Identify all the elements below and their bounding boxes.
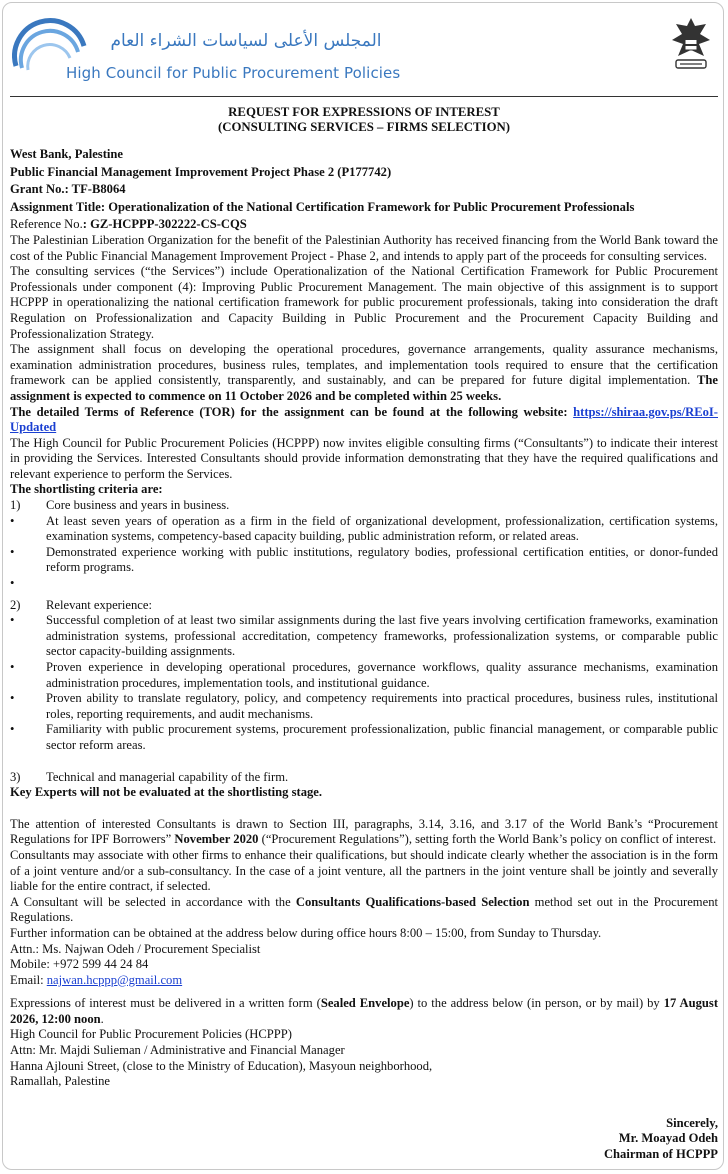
title-line-1: REQUEST FOR EXPRESSIONS OF INTEREST bbox=[228, 105, 500, 119]
project-name: Public Financial Management Improvement Project Phase 2 (P177742) bbox=[10, 164, 392, 179]
empty-bullet: • bbox=[10, 576, 15, 591]
org-name-arabic: المجلس الأعلى لسياسات الشراء العام bbox=[110, 31, 382, 51]
document bbox=[10, 8, 718, 1163]
list-item: • Successful completion of at least two similar assignments during the last five years involving certification frameworks, examination administration systems, professional accreditation, competency frameworks, professionalization systems, or comparable public sector capacity-building assignments. bbox=[10, 613, 718, 659]
address-line-1: High Council for Public Procurement Policies (HCPPP) bbox=[10, 1027, 292, 1042]
paragraph-submission: Expressions of interest must be delivered in a written form (Sealed Envelope) to the address below (in person, or by mail) by 17 August 2026, 12:00 noon. bbox=[10, 996, 719, 1026]
assignment-title: Assignment Title: Operationalization of the National Certification Framework for Public Procurement Professionals bbox=[10, 199, 635, 214]
paragraph-financing: The Palestinian Liberation Organization for the benefit of the Palestinian Authority has received financing from the World Bank toward the cost of the Public Financial Management Improvement Project - Phase 2, and intends to apply part of the proceeds for consulting services. bbox=[10, 232, 718, 263]
paragraph-tor: The detailed Terms of Reference (TOR) for the assignment can be found at the following website: https://shiraa.gov.ps/REoI-Updated bbox=[10, 404, 718, 435]
criterion-3: 3) Technical and managerial capability of the firm. bbox=[10, 769, 289, 784]
paragraph-services: The consulting services (“the Services”) include Operationalization of the National Certification Framework for Public Procurement Professionals under component (4): Improving Public Procurement Management. The main objective of this assignment is to support HCPPP in operationalizing the national certification framework for public procurement professionals, taking into consideration the draft Regulation on Professionalization and Capacity Building in Public Procurement and the Procurement Capacity Building and Professionalization Strategy. bbox=[10, 264, 718, 341]
paragraph-selection-method: A Consultant will be selected in accordance with the Consultants Qualifications-based Selection method set out in the Procurement Regulations. bbox=[10, 894, 718, 925]
location: West Bank, Palestine bbox=[10, 147, 123, 161]
contact-attn: Attn.: Ms. Najwan Odeh / Procurement Specialist bbox=[10, 941, 261, 956]
signature-block bbox=[10, 1116, 718, 1163]
criteria-heading: The shortlisting criteria are: bbox=[10, 482, 163, 497]
reference-label: Reference No. bbox=[10, 217, 83, 232]
grant-number: Grant No.: TF-B8064 bbox=[10, 182, 126, 197]
paragraph-office-hours: Further information can be obtained at the address below during office hours 8:00 – 15:00, from Sunday to Thursday. bbox=[10, 925, 602, 940]
paragraph-conflict-of-interest: The attention of interested Consultants is drawn to Section III, paragraphs, 3.14, 3.16, and 3.17 of the World Bank’s “Procurement Regulations for IPF Borrowers” November 2020 (“Procurement Regulations”), setting forth the World Bank’s policy on conflict of interest. bbox=[10, 816, 718, 847]
list-item: • At least seven years of operation as a firm in the field of organizational development, professionalization, certification systems, examination systems, competency-based capacity building, public administration reform, or related areas. bbox=[10, 513, 718, 544]
list-item: • Familiarity with public procurement systems, procurement professionalization, public financial management, or comparable public sector reform areas. bbox=[10, 722, 718, 752]
palestine-emblem-icon bbox=[668, 12, 714, 76]
project-info bbox=[10, 147, 718, 233]
criterion-2: 2) Relevant experience: bbox=[10, 597, 152, 612]
paragraph-association: Consultants may associate with other firms to enhance their qualifications, but should indicate clearly whether the association is in the form of a joint venture and/or a sub-consultancy. In the case of a joint venture, all the partners in the joint venture shall be jointly and severally liable for the entire contract, if selected. bbox=[10, 847, 718, 894]
tor-link[interactable]: https://shiraa.gov.ps/REoI-Updated bbox=[10, 404, 718, 435]
address-line-3: Hanna Ajlouni Street, (close to the Ministry of Education), Masyoun neighborhood, bbox=[10, 1058, 433, 1073]
email-link[interactable]: najwan.hcppp@gmail.com bbox=[46, 972, 183, 987]
list-item: • Proven experience in developing operational procedures, governance workflows, quality assurance mechanisms, examination administration procedures, implementation tools, and institutional guidance. bbox=[10, 660, 718, 690]
title-line-2: (CONSULTING SERVICES – FIRMS SELECTION) bbox=[217, 120, 511, 134]
signatory-name: Mr. Moayad Odeh bbox=[618, 1131, 718, 1146]
letterhead bbox=[10, 8, 718, 92]
key-experts-note: Key Experts will not be evaluated at the shortlisting stage. bbox=[10, 785, 323, 800]
paragraph-scope: The assignment shall focus on developing the operational procedures, governance arrangements, quality assurance mechanisms, examination administration procedures, business rules, templates, and implementation tools required to ensure that the certification framework can be applied consistently, transparently, and sustainably, and can be prepared for future digital implementation. The assignment is expected to commence on 11 October 2026 and be completed within 25 weeks. bbox=[10, 342, 718, 403]
timeline-statement: The assignment is expected to commence on 11 October 2026 and be completed within 25 weeks. bbox=[10, 373, 718, 403]
closing: Sincerely, bbox=[666, 1115, 718, 1130]
contact-mobile: Mobile: +972 599 44 24 84 bbox=[10, 957, 149, 972]
notice-title bbox=[10, 105, 718, 135]
reference-value: : GZ-HCPPP-302222-CS-CQS bbox=[82, 217, 247, 232]
signatory-role: Chairman of HCPPP bbox=[603, 1147, 718, 1162]
list-item: • Proven ability to translate regulatory, policy, and competency requirements into practical procedures, business rules, institutional roles, reporting requirements, and audit mechanisms. bbox=[10, 691, 718, 721]
paragraph-invitation: The High Council for Public Procurement Policies (HCPPP) now invites eligible consulting firms (“Consultants”) to indicate their interest in providing the Services. Interested Consultants should provide information demonstrating that they have the required qualifications and relevant experience to perform the Services. bbox=[10, 435, 718, 481]
org-name-english: High Council for Public Procurement Policies bbox=[66, 64, 401, 82]
address-line-2: Attn: Mr. Majdi Sulieman / Administrative and Financial Manager bbox=[10, 1043, 345, 1058]
criterion-1: 1) Core business and years in business. bbox=[10, 498, 230, 513]
list-item: • Demonstrated experience working with public institutions, regulatory bodies, professional certification entities, or donor-funded reform programs. bbox=[10, 544, 718, 575]
contact-email: Email: najwan.hcppp@gmail.com bbox=[10, 972, 183, 987]
header-divider bbox=[10, 96, 718, 97]
address-line-4: Ramallah, Palestine bbox=[10, 1074, 111, 1089]
reference-number bbox=[10, 217, 718, 233]
